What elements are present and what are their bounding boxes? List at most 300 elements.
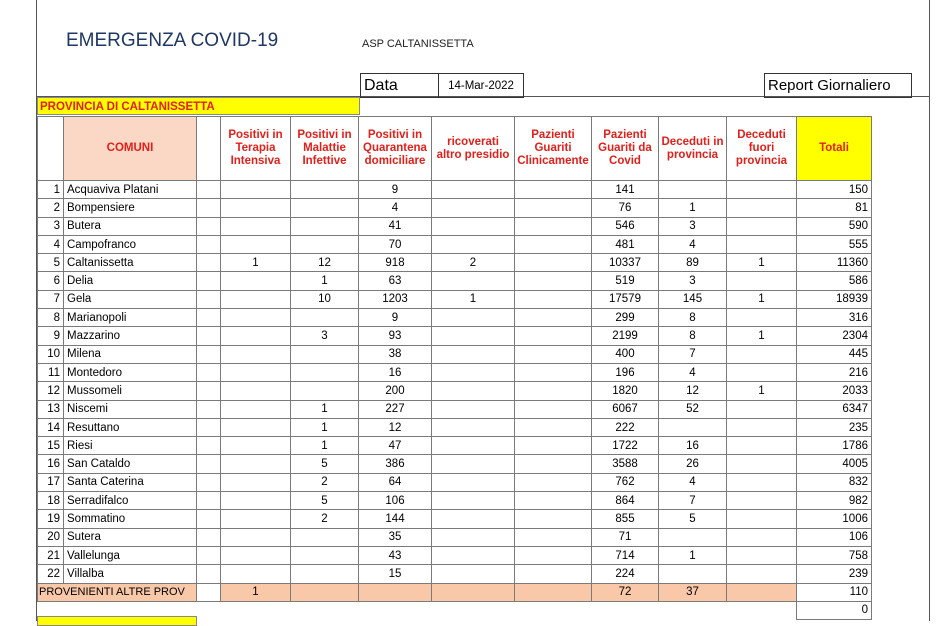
row-covid: 714 bbox=[592, 546, 659, 564]
row-ricoverati bbox=[432, 181, 515, 199]
row-terapia bbox=[221, 272, 291, 290]
row-covid: 224 bbox=[592, 565, 659, 583]
row-deceduti-in: 1 bbox=[659, 199, 727, 217]
row-deceduti-in: 3 bbox=[659, 272, 727, 290]
row-ricoverati bbox=[432, 199, 515, 217]
row-malattie bbox=[291, 309, 359, 327]
row-deceduti-fuori bbox=[727, 510, 797, 528]
row-index: 21 bbox=[38, 546, 64, 564]
provenienti-clinic bbox=[515, 583, 592, 601]
row-deceduti-in: 89 bbox=[659, 254, 727, 272]
row-totale: 4005 bbox=[797, 455, 872, 473]
row-quarantena: 106 bbox=[359, 492, 432, 510]
row-deceduti-in: 4 bbox=[659, 363, 727, 381]
row-ricoverati bbox=[432, 492, 515, 510]
row-malattie: 1 bbox=[291, 418, 359, 436]
row-malattie: 1 bbox=[291, 400, 359, 418]
row-index: 10 bbox=[38, 345, 64, 363]
row-totale: 6347 bbox=[797, 400, 872, 418]
row-malattie bbox=[291, 382, 359, 400]
table-row bbox=[38, 345, 872, 363]
row-covid: 6067 bbox=[592, 400, 659, 418]
row-spacer bbox=[197, 272, 221, 290]
row-malattie: 12 bbox=[291, 254, 359, 272]
row-deceduti-in: 16 bbox=[659, 437, 727, 455]
row-terapia bbox=[221, 400, 291, 418]
row-spacer bbox=[197, 235, 221, 253]
table-body bbox=[38, 181, 872, 584]
row-comune: Vallelunga bbox=[64, 546, 197, 564]
row-totale: 1786 bbox=[797, 437, 872, 455]
row-index: 17 bbox=[38, 473, 64, 491]
row-comune: San Cataldo bbox=[64, 455, 197, 473]
table-row bbox=[38, 199, 872, 217]
row-deceduti-fuori bbox=[727, 235, 797, 253]
row-malattie: 5 bbox=[291, 455, 359, 473]
row-deceduti-in bbox=[659, 181, 727, 199]
row-covid: 2199 bbox=[592, 327, 659, 345]
row-quarantena: 227 bbox=[359, 400, 432, 418]
row-spacer bbox=[197, 309, 221, 327]
row-totale: 586 bbox=[797, 272, 872, 290]
row-quarantena: 15 bbox=[359, 565, 432, 583]
row-comune: Acquaviva Platani bbox=[64, 181, 197, 199]
row-covid: 481 bbox=[592, 235, 659, 253]
row-clinic bbox=[515, 363, 592, 381]
table-row bbox=[38, 309, 872, 327]
row-clinic bbox=[515, 546, 592, 564]
row-clinic bbox=[515, 510, 592, 528]
table-row bbox=[38, 546, 872, 564]
row-quarantena: 12 bbox=[359, 418, 432, 436]
row-quarantena: 47 bbox=[359, 437, 432, 455]
covid-table bbox=[37, 116, 872, 620]
row-index: 18 bbox=[38, 492, 64, 510]
header-ricoverati: ricoverati altro presidio bbox=[432, 117, 515, 181]
table-row bbox=[38, 382, 872, 400]
row-clinic bbox=[515, 309, 592, 327]
table-header-row bbox=[38, 117, 872, 181]
row-terapia bbox=[221, 455, 291, 473]
row-malattie bbox=[291, 217, 359, 235]
header-totali: Totali bbox=[797, 117, 872, 181]
row-malattie: 10 bbox=[291, 290, 359, 308]
provenienti-deceduti-in: 37 bbox=[659, 583, 727, 601]
row-spacer bbox=[197, 546, 221, 564]
row-clinic bbox=[515, 235, 592, 253]
row-clinic bbox=[515, 473, 592, 491]
row-clinic bbox=[515, 528, 592, 546]
row-terapia bbox=[221, 528, 291, 546]
row-malattie bbox=[291, 528, 359, 546]
provenienti-spacer bbox=[197, 583, 221, 601]
row-totale: 235 bbox=[797, 418, 872, 436]
row-quarantena: 43 bbox=[359, 546, 432, 564]
provincia-label: PROVINCIA DI CALTANISSETTA bbox=[37, 97, 360, 115]
report-type-label bbox=[764, 73, 912, 98]
table-row bbox=[38, 272, 872, 290]
row-comune: Mussomeli bbox=[64, 382, 197, 400]
row-malattie bbox=[291, 363, 359, 381]
row-deceduti-in: 1 bbox=[659, 546, 727, 564]
row-covid: 1722 bbox=[592, 437, 659, 455]
row-index: 16 bbox=[38, 455, 64, 473]
row-terapia bbox=[221, 290, 291, 308]
table-row bbox=[38, 235, 872, 253]
row-deceduti-in: 52 bbox=[659, 400, 727, 418]
row-deceduti-fuori bbox=[727, 345, 797, 363]
row-spacer bbox=[197, 510, 221, 528]
row-clinic bbox=[515, 254, 592, 272]
row-ricoverati bbox=[432, 235, 515, 253]
row-deceduti-fuori bbox=[727, 418, 797, 436]
row-totale: 11360 bbox=[797, 254, 872, 272]
row-clinic bbox=[515, 437, 592, 455]
header-terapia: Positivi in Terapia Intensiva bbox=[221, 117, 291, 181]
row-quarantena: 200 bbox=[359, 382, 432, 400]
row-deceduti-in: 4 bbox=[659, 235, 727, 253]
row-index: 4 bbox=[38, 235, 64, 253]
provenienti-terapia: 1 bbox=[221, 583, 291, 601]
row-terapia bbox=[221, 309, 291, 327]
table-row bbox=[38, 327, 872, 345]
row-covid: 17579 bbox=[592, 290, 659, 308]
row-malattie: 2 bbox=[291, 473, 359, 491]
row-deceduti-in: 7 bbox=[659, 492, 727, 510]
row-comune: Delia bbox=[64, 272, 197, 290]
row-quarantena: 9 bbox=[359, 309, 432, 327]
row-covid: 3588 bbox=[592, 455, 659, 473]
row-malattie: 5 bbox=[291, 492, 359, 510]
row-quarantena: 70 bbox=[359, 235, 432, 253]
row-index: 19 bbox=[38, 510, 64, 528]
row-deceduti-fuori bbox=[727, 363, 797, 381]
extra-total-value: 0 bbox=[797, 601, 872, 619]
row-ricoverati bbox=[432, 565, 515, 583]
row-quarantena: 144 bbox=[359, 510, 432, 528]
row-spacer bbox=[197, 327, 221, 345]
row-deceduti-fuori: 1 bbox=[727, 327, 797, 345]
row-ricoverati bbox=[432, 217, 515, 235]
provenienti-label: PROVENIENTI ALTRE PROV bbox=[38, 583, 197, 601]
row-totale: 590 bbox=[797, 217, 872, 235]
row-terapia bbox=[221, 382, 291, 400]
row-totale: 316 bbox=[797, 309, 872, 327]
row-clinic bbox=[515, 382, 592, 400]
row-ricoverati bbox=[432, 546, 515, 564]
row-terapia bbox=[221, 181, 291, 199]
row-ricoverati bbox=[432, 510, 515, 528]
row-ricoverati bbox=[432, 327, 515, 345]
data-label-text: Data bbox=[364, 76, 398, 94]
provenienti-covid: 72 bbox=[592, 583, 659, 601]
row-deceduti-in bbox=[659, 418, 727, 436]
row-terapia bbox=[221, 217, 291, 235]
row-malattie bbox=[291, 565, 359, 583]
row-terapia bbox=[221, 418, 291, 436]
row-totale: 2304 bbox=[797, 327, 872, 345]
row-ricoverati bbox=[432, 345, 515, 363]
row-deceduti-in: 3 bbox=[659, 217, 727, 235]
row-comune: Villalba bbox=[64, 565, 197, 583]
row-covid: 855 bbox=[592, 510, 659, 528]
row-index: 1 bbox=[38, 181, 64, 199]
row-deceduti-in: 26 bbox=[659, 455, 727, 473]
table-row bbox=[38, 510, 872, 528]
row-deceduti-in: 8 bbox=[659, 309, 727, 327]
header-malattie: Positivi in Malattie Infettive bbox=[291, 117, 359, 181]
table-row bbox=[38, 492, 872, 510]
row-quarantena: 386 bbox=[359, 455, 432, 473]
report-date bbox=[438, 73, 524, 98]
header-spacer bbox=[197, 117, 221, 181]
row-index: 7 bbox=[38, 290, 64, 308]
row-index: 15 bbox=[38, 437, 64, 455]
row-spacer bbox=[197, 254, 221, 272]
row-deceduti-fuori: 1 bbox=[727, 254, 797, 272]
row-comune: Serradifalco bbox=[64, 492, 197, 510]
report-type-text: Report Giornaliero bbox=[768, 77, 891, 94]
row-deceduti-in bbox=[659, 565, 727, 583]
row-terapia: 1 bbox=[221, 254, 291, 272]
row-ricoverati: 1 bbox=[432, 290, 515, 308]
row-covid: 196 bbox=[592, 363, 659, 381]
row-ricoverati bbox=[432, 272, 515, 290]
page-title: EMERGENZA COVID-19 bbox=[66, 30, 279, 51]
row-comune: Caltanissetta bbox=[64, 254, 197, 272]
row-comune: Milena bbox=[64, 345, 197, 363]
row-ricoverati bbox=[432, 309, 515, 327]
row-terapia bbox=[221, 565, 291, 583]
row-index: 8 bbox=[38, 309, 64, 327]
table-row bbox=[38, 363, 872, 381]
row-spacer bbox=[197, 290, 221, 308]
row-clinic bbox=[515, 400, 592, 418]
row-terapia bbox=[221, 473, 291, 491]
report-date-text: 14-Mar-2022 bbox=[448, 79, 514, 92]
row-quarantena: 38 bbox=[359, 345, 432, 363]
header-guariti-clinic: Pazienti Guariti Clinicamente bbox=[515, 117, 592, 181]
row-deceduti-fuori bbox=[727, 199, 797, 217]
row-deceduti-in: 4 bbox=[659, 473, 727, 491]
row-clinic bbox=[515, 345, 592, 363]
header-comuni: COMUNI bbox=[64, 117, 197, 181]
row-malattie bbox=[291, 345, 359, 363]
row-ricoverati bbox=[432, 363, 515, 381]
row-malattie: 2 bbox=[291, 510, 359, 528]
row-spacer bbox=[197, 382, 221, 400]
row-totale: 832 bbox=[797, 473, 872, 491]
row-quarantena: 918 bbox=[359, 254, 432, 272]
row-spacer bbox=[197, 492, 221, 510]
row-totale: 555 bbox=[797, 235, 872, 253]
row-covid: 76 bbox=[592, 199, 659, 217]
row-spacer bbox=[197, 345, 221, 363]
row-spacer bbox=[197, 199, 221, 217]
row-ricoverati bbox=[432, 418, 515, 436]
row-terapia bbox=[221, 345, 291, 363]
row-deceduti-fuori bbox=[727, 528, 797, 546]
row-deceduti-fuori bbox=[727, 473, 797, 491]
row-totale: 81 bbox=[797, 199, 872, 217]
row-malattie bbox=[291, 546, 359, 564]
row-terapia bbox=[221, 235, 291, 253]
row-quarantena: 4 bbox=[359, 199, 432, 217]
provenienti-row bbox=[38, 583, 872, 601]
row-index: 22 bbox=[38, 565, 64, 583]
row-spacer bbox=[197, 418, 221, 436]
table-row bbox=[38, 217, 872, 235]
row-quarantena: 16 bbox=[359, 363, 432, 381]
row-covid: 519 bbox=[592, 272, 659, 290]
row-terapia bbox=[221, 327, 291, 345]
row-comune: Bompensiere bbox=[64, 199, 197, 217]
row-comune: Butera bbox=[64, 217, 197, 235]
row-covid: 546 bbox=[592, 217, 659, 235]
row-covid: 864 bbox=[592, 492, 659, 510]
row-quarantena: 1203 bbox=[359, 290, 432, 308]
row-totale: 150 bbox=[797, 181, 872, 199]
row-deceduti-in bbox=[659, 528, 727, 546]
row-quarantena: 64 bbox=[359, 473, 432, 491]
table-row bbox=[38, 254, 872, 272]
row-ricoverati bbox=[432, 528, 515, 546]
row-deceduti-fuori bbox=[727, 492, 797, 510]
row-deceduti-in: 12 bbox=[659, 382, 727, 400]
row-totale: 106 bbox=[797, 528, 872, 546]
row-comune: Niscemi bbox=[64, 400, 197, 418]
row-comune: Campofranco bbox=[64, 235, 197, 253]
row-clinic bbox=[515, 272, 592, 290]
row-terapia bbox=[221, 199, 291, 217]
row-clinic bbox=[515, 327, 592, 345]
row-deceduti-fuori bbox=[727, 217, 797, 235]
row-index: 14 bbox=[38, 418, 64, 436]
header-deceduti-fuori: Deceduti fuori provincia bbox=[727, 117, 797, 181]
provenienti-quarantena bbox=[359, 583, 432, 601]
row-comune: Santa Caterina bbox=[64, 473, 197, 491]
table-row bbox=[38, 290, 872, 308]
row-clinic bbox=[515, 181, 592, 199]
row-deceduti-fuori bbox=[727, 437, 797, 455]
row-spacer bbox=[197, 437, 221, 455]
row-deceduti-in: 5 bbox=[659, 510, 727, 528]
row-quarantena: 9 bbox=[359, 181, 432, 199]
row-terapia bbox=[221, 363, 291, 381]
row-deceduti-fuori bbox=[727, 455, 797, 473]
row-spacer bbox=[197, 181, 221, 199]
row-totale: 982 bbox=[797, 492, 872, 510]
row-comune: Marianopoli bbox=[64, 309, 197, 327]
row-index: 6 bbox=[38, 272, 64, 290]
row-comune: Resuttano bbox=[64, 418, 197, 436]
table-row bbox=[38, 473, 872, 491]
data-label bbox=[360, 73, 439, 98]
row-clinic bbox=[515, 199, 592, 217]
provenienti-deceduti-fuori bbox=[727, 583, 797, 601]
row-covid: 762 bbox=[592, 473, 659, 491]
row-terapia bbox=[221, 437, 291, 455]
table-row bbox=[38, 400, 872, 418]
provenienti-totale: 110 bbox=[797, 583, 872, 601]
row-terapia bbox=[221, 546, 291, 564]
table-row bbox=[38, 418, 872, 436]
row-deceduti-in: 8 bbox=[659, 327, 727, 345]
row-covid: 71 bbox=[592, 528, 659, 546]
row-clinic bbox=[515, 455, 592, 473]
row-clinic bbox=[515, 217, 592, 235]
row-deceduti-fuori bbox=[727, 546, 797, 564]
row-quarantena: 63 bbox=[359, 272, 432, 290]
header-deceduti-in: Deceduti in provincia bbox=[659, 117, 727, 181]
header-guariti-covid: Pazienti Guariti da Covid bbox=[592, 117, 659, 181]
row-spacer bbox=[197, 363, 221, 381]
row-totale: 18939 bbox=[797, 290, 872, 308]
row-spacer bbox=[197, 528, 221, 546]
row-totale: 758 bbox=[797, 546, 872, 564]
provenienti-malattie bbox=[291, 583, 359, 601]
row-ricoverati bbox=[432, 437, 515, 455]
asp-label: ASP CALTANISSETTA bbox=[362, 38, 474, 50]
row-comune: Sommatino bbox=[64, 510, 197, 528]
header-quarantena: Positivi in Quarantena domiciliare bbox=[359, 117, 432, 181]
row-spacer bbox=[197, 565, 221, 583]
row-covid: 400 bbox=[592, 345, 659, 363]
row-ricoverati bbox=[432, 473, 515, 491]
row-index: 13 bbox=[38, 400, 64, 418]
row-index: 5 bbox=[38, 254, 64, 272]
row-deceduti-in: 7 bbox=[659, 345, 727, 363]
row-clinic bbox=[515, 565, 592, 583]
row-quarantena: 41 bbox=[359, 217, 432, 235]
row-totale: 239 bbox=[797, 565, 872, 583]
row-spacer bbox=[197, 217, 221, 235]
table-row bbox=[38, 181, 872, 199]
table-row bbox=[38, 565, 872, 583]
row-quarantena: 93 bbox=[359, 327, 432, 345]
row-deceduti-fuori bbox=[727, 400, 797, 418]
row-clinic bbox=[515, 418, 592, 436]
row-deceduti-in: 145 bbox=[659, 290, 727, 308]
row-malattie: 1 bbox=[291, 437, 359, 455]
row-deceduti-fuori bbox=[727, 309, 797, 327]
row-index: 20 bbox=[38, 528, 64, 546]
row-comune: Mazzarino bbox=[64, 327, 197, 345]
provenienti-ricoverati bbox=[432, 583, 515, 601]
row-clinic bbox=[515, 290, 592, 308]
row-covid: 299 bbox=[592, 309, 659, 327]
row-malattie bbox=[291, 199, 359, 217]
row-deceduti-fuori: 1 bbox=[727, 290, 797, 308]
bottom-yellow-cell bbox=[37, 616, 197, 626]
row-deceduti-fuori bbox=[727, 272, 797, 290]
row-totale: 216 bbox=[797, 363, 872, 381]
row-index: 2 bbox=[38, 199, 64, 217]
row-malattie: 1 bbox=[291, 272, 359, 290]
row-ricoverati bbox=[432, 400, 515, 418]
row-clinic bbox=[515, 492, 592, 510]
row-covid: 222 bbox=[592, 418, 659, 436]
row-comune: Gela bbox=[64, 290, 197, 308]
sheet-right-border bbox=[929, 0, 930, 621]
row-spacer bbox=[197, 473, 221, 491]
row-quarantena: 35 bbox=[359, 528, 432, 546]
row-deceduti-fuori: 1 bbox=[727, 382, 797, 400]
row-malattie: 3 bbox=[291, 327, 359, 345]
row-terapia bbox=[221, 492, 291, 510]
row-covid: 141 bbox=[592, 181, 659, 199]
row-ricoverati bbox=[432, 382, 515, 400]
